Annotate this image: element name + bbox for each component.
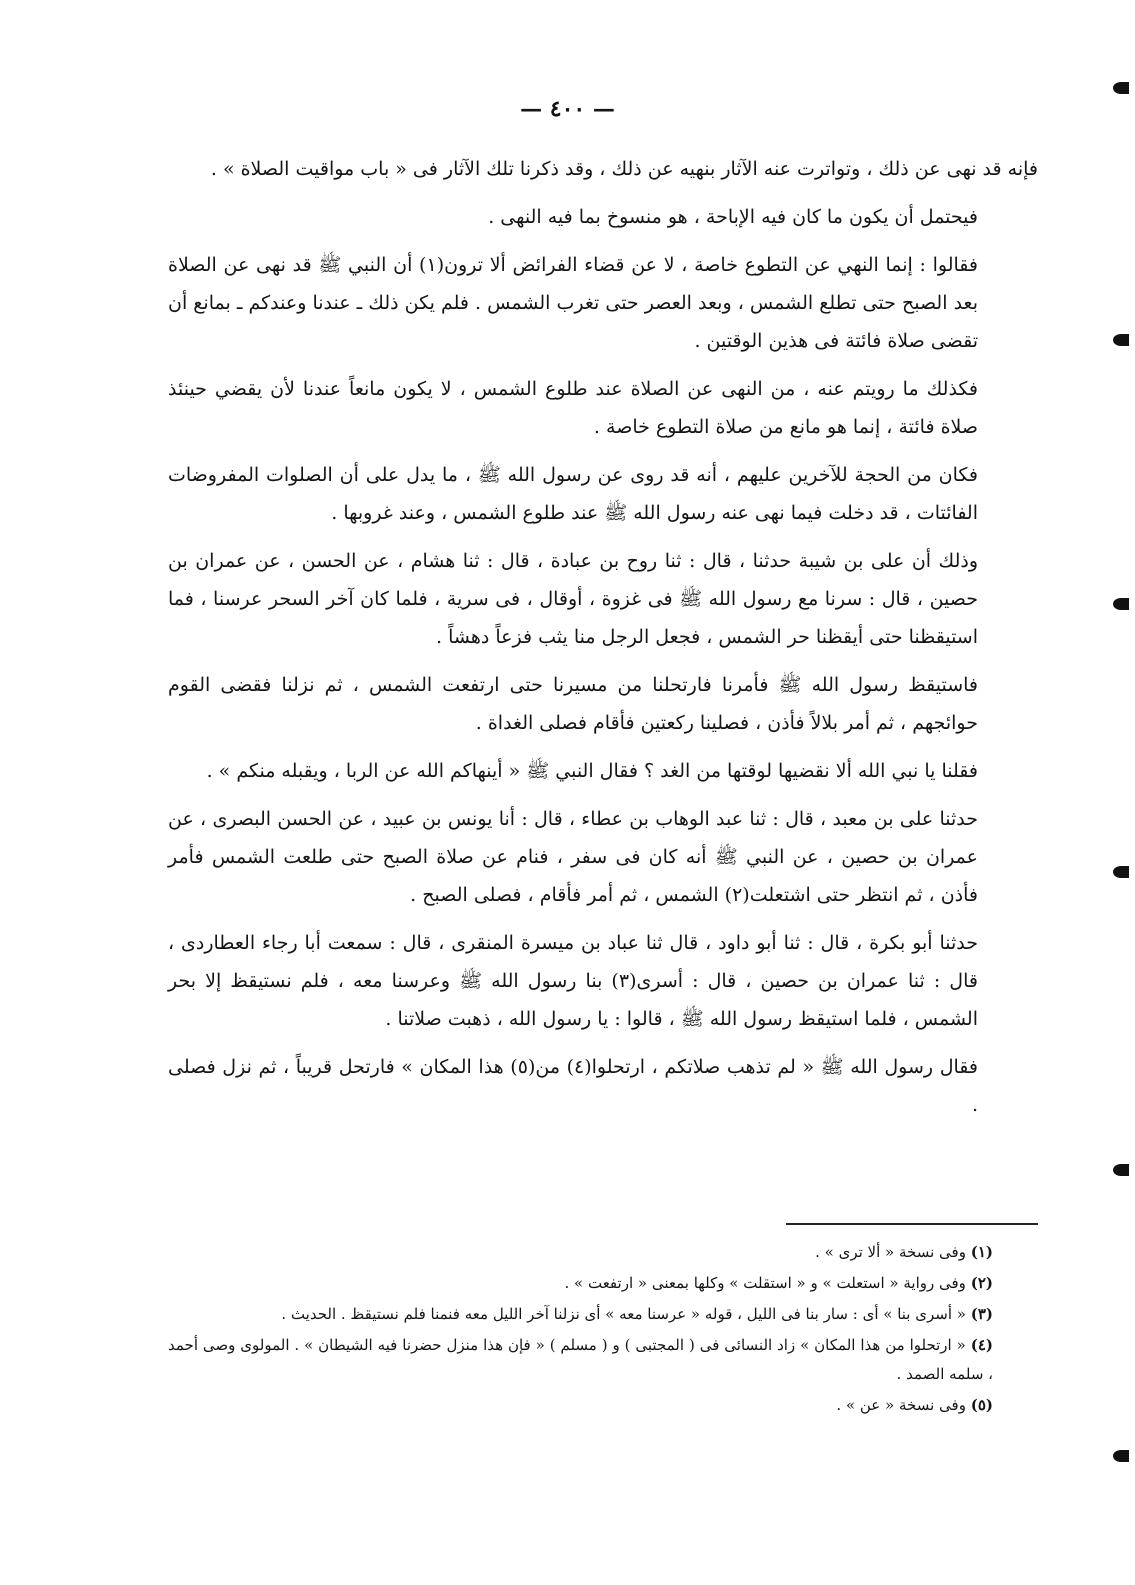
footnote-number: (١)	[970, 1243, 993, 1261]
footnote-text: « أسرى بنا » أى : سار بنا فى الليل ، قوله « عرسنا معه » أى نزلنا آخر الليل معه فنمنا فلم نستيقظ . الحديث .	[281, 1305, 966, 1323]
binding-mark	[1113, 1164, 1129, 1176]
footnote-number: (٢)	[970, 1274, 993, 1292]
footnote	[168, 1238, 993, 1267]
footnote-text: وفى نسخة « عن » .	[836, 1396, 966, 1414]
main-text	[168, 150, 1038, 1134]
footnote-divider	[786, 1223, 1038, 1225]
footnote-text: وفى نسخة « ألا ترى » .	[815, 1243, 966, 1261]
body-paragraph: فكذلك ما رويتم عنه ، من النهى عن الصلاة عند طلوع الشمس ، لا يكون مانعاً عندنا لأن يقضي حينئذ صلاة فائتة ، إنما هو مانع من صلاة التطوع خاصة .	[168, 378, 978, 438]
body-paragraph: حدثنا أبو بكرة ، قال : ثنا أبو داود ، قال ثنا عباد بن ميسرة المنقرى ، قال : سمعت أبا رجاء العطاردى ، قال : ثنا عمران بن حصين ، قال : أسرى(٣) بنا رسول الله ﷺ وعرسنا معه ، فلم نستيقظ إلا بحر الشمس ، فلما استيقظ رسول الله ﷺ ، قالوا : يا رسول الله ، ذهبت صلاتنا .	[168, 932, 978, 1030]
footnote-number: (٥)	[970, 1396, 993, 1414]
body-paragraph: وذلك أن على بن شيبة حدثنا ، قال : ثنا روح بن عبادة ، قال : ثنا هشام ، عن الحسن ، عن عمران بن حصين ، قال : سرنا مع رسول الله ﷺ فى غزوة ، أوقال ، فى سرية ، فلما كان آخر السحر عرسنا ، فما استيقظنا حتى أيقظنا حر الشمس ، فجعل الرجل منا يثب فزعاً دهشاً .	[168, 550, 978, 648]
footnotes	[168, 1238, 993, 1422]
footnote	[168, 1269, 993, 1298]
binding-mark	[1113, 866, 1129, 878]
body-paragraph: فكان من الحجة للآخرين عليهم ، أنه قد روى عن رسول الله ﷺ ، ما يدل على أن الصلوات المفروضات الفائتات ، قد دخلت فيما نهى عنه رسول الله ﷺ عند طلوع الشمس ، وعند غروبها .	[168, 464, 978, 524]
body-paragraph: فقال رسول الله ﷺ « لم تذهب صلاتكم ، ارتحلوا(٤) من(٥) هذا المكان » فارتحل قريباً ، ثم نزل فصلى .	[168, 1056, 978, 1116]
footnote-number: (٣)	[970, 1305, 993, 1323]
footnote	[168, 1391, 993, 1420]
footnote-text: « ارتحلوا من هذا المكان » زاد النسائى فى ( المجتبى ) و ( مسلم ) « فإن هذا منزل حضرنا فيه الشيطان » . المولوى وصى أحمد ، سلمه الصمد .	[168, 1336, 993, 1383]
footnote	[168, 1331, 993, 1389]
footnote	[168, 1300, 993, 1329]
footnote-text: وفى رواية « استعلت » و « استقلت » وكلها بمعنى « ارتفعت » .	[564, 1274, 966, 1292]
binding-mark	[1113, 598, 1129, 610]
binding-mark	[1113, 82, 1129, 94]
body-paragraph: فقلنا يا نبي الله ألا نقضيها لوقتها من الغد ؟ فقال النبي ﷺ « أينهاكم الله عن الربا ، ويقبله منكم » .	[206, 760, 978, 782]
body-paragraph: فقالوا : إنما النهي عن التطوع خاصة ، لا عن قضاء الفرائض ألا ترون(١) أن النبي ﷺ قد نهى عن الصلاة بعد الصبح حتى تطلع الشمس ، وبعد العصر حتى تغرب الشمس . فلم يكن ذلك ـ عندنا وعندكم ـ بمانع أن تقضى صلاة فائتة فى هذين الوقتين .	[168, 254, 978, 352]
page-number: — ٤٠٠ —	[520, 96, 615, 122]
binding-mark	[1113, 334, 1129, 346]
body-paragraph: فيحتمل أن يكون ما كان فيه الإباحة ، هو منسوخ بما فيه النهى .	[488, 206, 978, 228]
body-paragraph: حدثنا على بن معبد ، قال : ثنا عبد الوهاب بن عطاء ، قال : أنا يونس بن عبيد ، عن الحسن البصرى ، عن عمران بن حصين ، عن النبي ﷺ أنه كان فى سفر ، فنام عن صلاة الصبح حتى طلعت الشمس فأمر فأذن ، ثم انتظر حتى اشتعلت(٢) الشمس ، ثم أمر فأقام ، فصلى الصبح .	[168, 808, 978, 906]
footnote-number: (٤)	[970, 1336, 993, 1354]
binding-mark	[1113, 1450, 1129, 1462]
body-paragraph: فاستيقظ رسول الله ﷺ فأمرنا فارتحلنا من مسيرنا حتى ارتفعت الشمس ، ثم نزلنا فقضى القوم حوائجهم ، ثم أمر بلالاً فأذن ، فصلينا ركعتين فأقام فصلى الغداة .	[168, 674, 978, 734]
body-paragraph: فإنه قد نهى عن ذلك ، وتواترت عنه الآثار بنهيه عن ذلك ، وقد ذكرنا تلك الآثار فى « باب مواقيت الصلاة » .	[210, 158, 1038, 180]
